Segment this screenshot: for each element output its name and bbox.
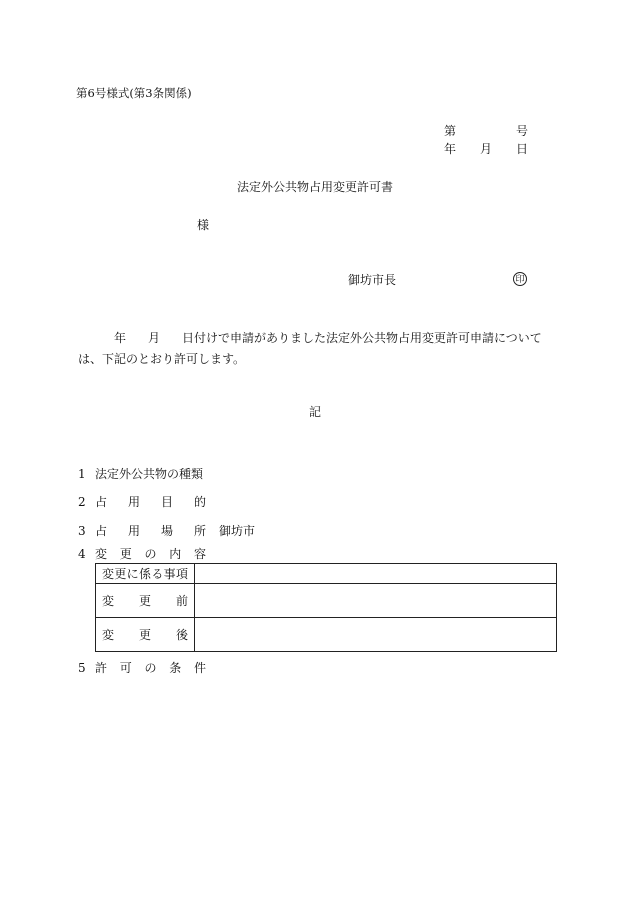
row-label: 変更前 <box>102 594 188 608</box>
row-label: 変更に係る事項 <box>102 567 188 581</box>
item-number: 3 <box>78 524 86 538</box>
date-day-label: 日 <box>516 142 529 156</box>
item-occupancy-location <box>78 524 255 538</box>
item-number: 2 <box>78 495 86 509</box>
body-paragraph <box>78 328 556 370</box>
addressee-honorific: 様 <box>197 218 210 232</box>
body-year: 年 <box>114 331 127 345</box>
item-label: 許可の条件 <box>95 661 206 675</box>
change-details-table <box>95 563 557 652</box>
item-public-property-type <box>78 467 203 481</box>
ki-heading: 記 <box>308 405 321 419</box>
item-number: 5 <box>78 661 86 675</box>
table-value-cell <box>195 584 557 618</box>
date-year-label: 年 <box>444 142 457 156</box>
item-change-details <box>78 547 206 561</box>
body-month: 月 <box>148 331 161 345</box>
table-header-cell <box>96 564 195 584</box>
item-number: 1 <box>78 467 86 481</box>
issuer-name: 御坊市長 <box>348 273 397 287</box>
row-label: 変更後 <box>102 628 188 642</box>
body-rest: 日付けで申請がありました法定外公共物占用変更許可申請については、下記のとおり許可します。 <box>78 331 542 366</box>
table-header-cell <box>96 618 195 652</box>
item-occupancy-purpose <box>78 495 206 509</box>
table-header-cell <box>96 584 195 618</box>
item-label: 変更の内容 <box>95 547 206 561</box>
table-row <box>96 584 557 618</box>
table-row <box>96 618 557 652</box>
table-value-cell <box>195 618 557 652</box>
item-value: 御坊市 <box>219 524 256 538</box>
document-number-prefix: 第 <box>444 124 457 138</box>
item-label: 法定外公共物の種類 <box>95 467 204 481</box>
document-number-suffix: 号 <box>516 124 529 138</box>
document-title: 法定外公共物占用変更許可書 <box>236 180 393 194</box>
item-number: 4 <box>78 547 86 561</box>
form-number: 第6号様式(第3条関係) <box>76 86 192 100</box>
item-label: 占用場所 <box>95 524 206 538</box>
seal-icon: 印 <box>513 272 527 286</box>
item-permit-conditions <box>78 661 206 675</box>
date-month-label: 月 <box>480 142 493 156</box>
table-value-cell <box>195 564 557 584</box>
table-row <box>96 564 557 584</box>
item-label: 占用目的 <box>95 495 206 509</box>
